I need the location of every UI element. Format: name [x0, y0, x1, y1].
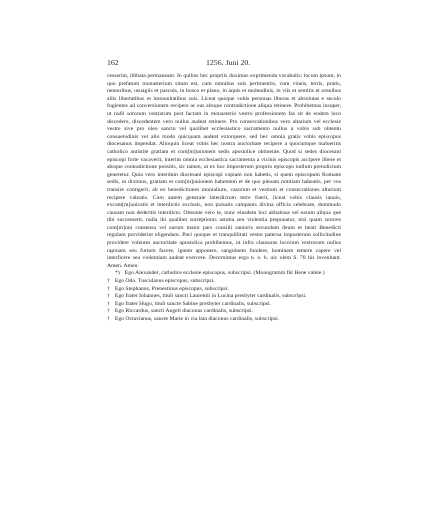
subscription-line	[107, 308, 341, 316]
subscription-line	[107, 293, 341, 301]
subscription-text: Ego frater Iohannes, tituli sancti Laurentii in Lucina presbyter cardinalis, subscripsi.	[114, 293, 307, 300]
charter-text: cesserint, illibata permaneant. In quibus hec propriis duximus exprimenda vocabulis: locum ipsum, in quo prefatum monasterium situm est, cum omnibus suis pertinentiis, cum vineis, terris, pratis, nemoribus, usuagiis et pascuis, in bosco et plano, in aquis et molendinis, in viis et semitis et omnibus aliis libertatibus et immunitatibus suis. Liceat quoque vobis personas liberas et absolutas e seculo fugientes ad conversionem recipere ac eas absque contradictione aliqua retinere. Prohibemus insuper, ut nulli sororum vestrarum post factam in monasterio vestro professionem fas sit de eodem loco discedere, discedentem vero nullus audeat retinere. Pro consecrationibus vero altarium vel ecclesie vestre sive pro oleo sancto vel quolibet ecclesiastico sacramento nullus a vobis sub obtentu consuetudinis vel alio modo quicquam audeat extorquere, sed hec omnia gratis vobis episcopus diocesanus impendat. Alioquin liceat vobis hec nostra auctoritate recipere a quocumque malueritis catholico antistite gratiam et com[m]unionem sedis apostolice obtinente. Quod si sedes diocesani episcopi forte vacaverit, interim omnia ecclesiastica sacramenta a vicinis episcopis accipere libere et absque contradictione possitis, sic tamen, ut ex hoc imposterum proprio episcopo nullum preiudicium generetur. Quia vero interdum diocesani episcopi copiam non habetis, si quem episcopum Romane sedis, ut diximus, gratiam et com[m]unionem habentem et de quo plenam notitiam habeatis, per vos transire contigerit, ab eo benedictiones monialium, vasorum et vestium et consecrationes altarium recipere valeatis. Cum autem generale interdictum terre fuerit, liceat vobis clausis ianuis, excom[m]unicatis et interdictis exclusis, non pulsatis campanis divina officia celebrare, dummodo causam non dederitis interdicto. Obeunte vero te, nunc eiusdem loci abbatissa vel earum aliqua que tibi successerit, nulla ibi qualibet surreptionis astutia seu violentia preponatur, nisi quam sorores com[m]uni consensu vel earum maior pars consilii sanioris secundum deum et beati Benedicti regulam providerint eligendam. Paci quoque et tranquillitati vestre paterna imposterum sollicitudine providere volentes auctoritate apostolica prohibemus, ut infra clausuras locorum vestrorum nullus rapinam seu furtum facere, ignem apponere, sanguinem fundere, hominem temere capere vel interficere seu violentiam audeat exercere. Decernimus ergo n. o. h. uic olem S. 78 his invenitant. Amen. Amen.	[107, 73, 341, 269]
running-head: 1256. Juni 20.	[206, 58, 251, 67]
subscription-line	[107, 278, 341, 286]
cross-mark: †	[107, 293, 110, 300]
subscription-text: Ego Odo, Tusculanus episcopus, subscripsi.	[114, 278, 215, 285]
signature-intro-text: Ego Alexander, catholice ecclesie episcopus, subscripsi. (Monogramm für Bene valete.)	[124, 270, 325, 277]
subscription-line	[107, 316, 341, 324]
cross-mark: †	[107, 285, 110, 292]
subscription-text: Ego frater Hugo, tituli sancte Sabine presbyter cardinalis, subscripsi.	[114, 300, 272, 307]
cross-mark: †	[107, 308, 110, 315]
subscription-text: Ego Octavianus, sancte Marie in via lata diaconus cardinalis, subscripsi.	[114, 316, 280, 322]
subscription-text: Ego Stephanus, Prenestinus episcopus, subscripsi.	[114, 285, 229, 292]
page-number: 162	[107, 58, 119, 67]
signature-intro	[107, 270, 341, 278]
subscription-list	[107, 278, 341, 324]
cross-mark: †	[107, 316, 110, 322]
footnote-mark: *)	[115, 270, 120, 277]
subscription-line	[107, 301, 341, 309]
subscription-text: Ego Riccardus, sancti Angeli diaconus cardinalis, subscripsi.	[114, 308, 254, 315]
document-body	[107, 73, 341, 324]
cross-mark: †	[107, 278, 110, 285]
cross-mark: †	[107, 300, 110, 307]
